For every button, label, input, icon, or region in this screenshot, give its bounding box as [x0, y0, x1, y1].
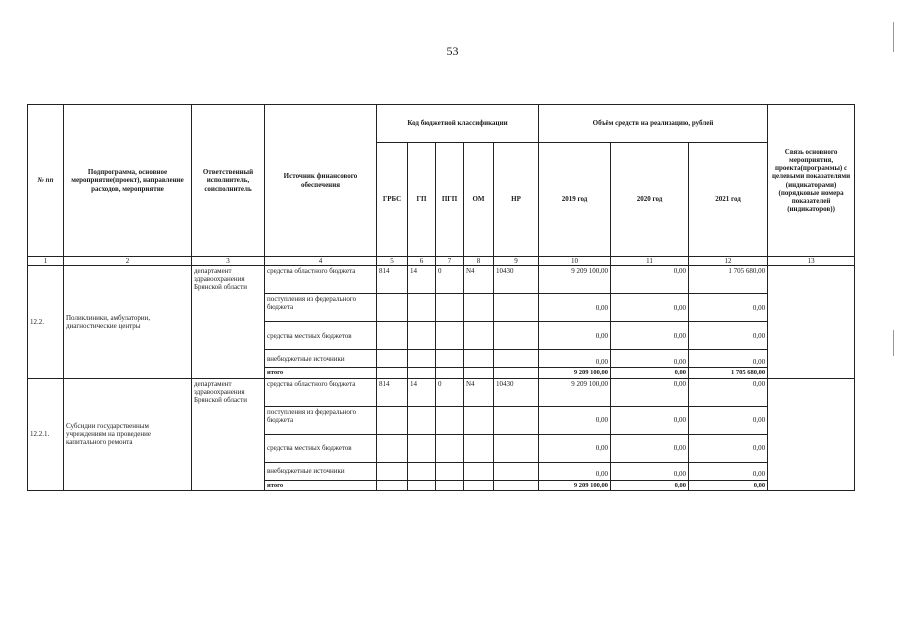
value-2020: 0,00 — [611, 462, 689, 480]
scan-edge-mark — [893, 330, 894, 356]
nr-cell: 10430 — [494, 378, 539, 406]
header-2019: 2019 год — [539, 143, 611, 257]
column-number: 4 — [265, 257, 377, 266]
nr-cell — [494, 294, 539, 322]
total-label: итого — [265, 368, 377, 378]
gp-cell — [408, 322, 436, 350]
gp-cell — [408, 434, 436, 462]
grbs-cell — [377, 322, 408, 350]
gp-cell: 14 — [408, 378, 436, 406]
value-2021: 0,00 — [689, 350, 768, 368]
om-cell — [464, 434, 494, 462]
nr-cell — [494, 434, 539, 462]
table-row — [28, 378, 855, 406]
pgp-cell — [436, 480, 464, 490]
block-executor: департамент здравоохранения Брянской области — [192, 266, 265, 378]
total-2021: 1 705 680,00 — [689, 368, 768, 378]
link-cell — [768, 266, 855, 378]
page-number: 53 — [446, 44, 459, 58]
pgp-cell — [436, 350, 464, 368]
source-cell: средства областного бюджета — [265, 266, 377, 294]
om-cell — [464, 368, 494, 378]
scan-edge-mark — [893, 22, 894, 52]
om-cell — [464, 350, 494, 368]
block-id: 12.2.1. — [28, 378, 64, 490]
block-name: Субсидии государственным учреждениям на проведение капитального ремонта — [64, 378, 192, 490]
value-2021: 0,00 — [689, 434, 768, 462]
header-nr: НР — [494, 143, 539, 257]
value-2020: 0,00 — [611, 266, 689, 294]
column-number: 11 — [611, 257, 689, 266]
nr-cell — [494, 322, 539, 350]
value-2021: 0,00 — [689, 462, 768, 480]
grbs-cell: 814 — [377, 378, 408, 406]
grbs-cell — [377, 480, 408, 490]
gp-cell — [408, 350, 436, 368]
column-number: 13 — [768, 257, 855, 266]
block-id: 12.2. — [28, 266, 64, 378]
gp-cell — [408, 294, 436, 322]
om-cell — [464, 480, 494, 490]
column-number: 9 — [494, 257, 539, 266]
block-executor: департамент здравоохранения Брянской области — [192, 378, 265, 490]
column-number: 1 — [28, 257, 64, 266]
om-cell — [464, 462, 494, 480]
header-budget-code: Код бюджетной классификации — [377, 105, 539, 143]
value-2019: 0,00 — [539, 294, 611, 322]
grbs-cell — [377, 434, 408, 462]
om-cell — [464, 322, 494, 350]
value-2021: 0,00 — [689, 406, 768, 434]
om-cell: N4 — [464, 378, 494, 406]
pgp-cell: 0 — [436, 266, 464, 294]
om-cell — [464, 294, 494, 322]
header-om: ОМ — [464, 143, 494, 257]
grbs-cell — [377, 406, 408, 434]
pgp-cell — [436, 322, 464, 350]
gp-cell — [408, 462, 436, 480]
value-2019: 0,00 — [539, 462, 611, 480]
gp-cell — [408, 480, 436, 490]
nr-cell — [494, 462, 539, 480]
grbs-cell — [377, 350, 408, 368]
nr-cell — [494, 368, 539, 378]
gp-cell: 14 — [408, 266, 436, 294]
value-2019: 0,00 — [539, 322, 611, 350]
pgp-cell — [436, 434, 464, 462]
column-number: 3 — [192, 257, 265, 266]
value-2019: 0,00 — [539, 434, 611, 462]
value-2020: 0,00 — [611, 322, 689, 350]
header-num: № пп — [28, 105, 64, 257]
column-number: 2 — [64, 257, 192, 266]
grbs-cell: 814 — [377, 266, 408, 294]
value-2019: 0,00 — [539, 350, 611, 368]
om-cell: N4 — [464, 266, 494, 294]
total-2020: 0,00 — [611, 480, 689, 490]
pgp-cell — [436, 406, 464, 434]
total-2019: 9 209 100,00 — [539, 480, 611, 490]
column-number-row — [28, 257, 855, 266]
column-number: 12 — [689, 257, 768, 266]
gp-cell — [408, 406, 436, 434]
link-cell — [768, 378, 855, 490]
value-2021: 0,00 — [689, 378, 768, 406]
budget-table — [27, 104, 855, 491]
nr-cell: 10430 — [494, 266, 539, 294]
value-2021: 0,00 — [689, 294, 768, 322]
value-2021: 0,00 — [689, 322, 768, 350]
value-2020: 0,00 — [611, 434, 689, 462]
total-label: итого — [265, 480, 377, 490]
header-link: Связь основного мероприятия, проекта(программы) с целевыми показателями (индикаторами) (порядковые номера показателей (индикаторов)) — [768, 105, 855, 257]
total-2021: 0,00 — [689, 480, 768, 490]
header-2021: 2021 год — [689, 143, 768, 257]
grbs-cell — [377, 462, 408, 480]
total-2019: 9 209 100,00 — [539, 368, 611, 378]
value-2020: 0,00 — [611, 294, 689, 322]
pgp-cell — [436, 462, 464, 480]
block-name: Поликлиники, амбулатории, диагностические центры — [64, 266, 192, 378]
column-number: 5 — [377, 257, 408, 266]
source-cell: средства местных бюджетов — [265, 322, 377, 350]
source-cell: средства областного бюджета — [265, 378, 377, 406]
value-2020: 0,00 — [611, 406, 689, 434]
gp-cell — [408, 368, 436, 378]
column-number: 6 — [408, 257, 436, 266]
nr-cell — [494, 406, 539, 434]
column-number: 8 — [464, 257, 494, 266]
value-2021: 1 705 680,00 — [689, 266, 768, 294]
value-2019: 0,00 — [539, 406, 611, 434]
pgp-cell — [436, 294, 464, 322]
pgp-cell — [436, 368, 464, 378]
header-2020: 2020 год — [611, 143, 689, 257]
value-2019: 9 209 100,00 — [539, 378, 611, 406]
column-number: 10 — [539, 257, 611, 266]
value-2019: 9 209 100,00 — [539, 266, 611, 294]
header-source: Источник финансового обеспечения — [265, 105, 377, 257]
header-program: Подпрограмма, основное мероприятие(проект), направление расходов, мероприятие — [64, 105, 192, 257]
total-2020: 0,00 — [611, 368, 689, 378]
table-row — [28, 266, 855, 294]
pgp-cell: 0 — [436, 378, 464, 406]
column-number: 7 — [436, 257, 464, 266]
header-gp: ГП — [408, 143, 436, 257]
source-cell: поступления из федерального бюджета — [265, 294, 377, 322]
source-cell: внебюджетные источники — [265, 350, 377, 368]
source-cell: средства местных бюджетов — [265, 434, 377, 462]
nr-cell — [494, 350, 539, 368]
value-2020: 0,00 — [611, 378, 689, 406]
grbs-cell — [377, 294, 408, 322]
header-pgp: ПГП — [436, 143, 464, 257]
header-volume: Объём средств на реализацию, рублей — [539, 105, 768, 143]
grbs-cell — [377, 368, 408, 378]
header-executor: Ответственный исполнитель, соисполнитель — [192, 105, 265, 257]
nr-cell — [494, 480, 539, 490]
source-cell: поступления из федерального бюджета — [265, 406, 377, 434]
om-cell — [464, 406, 494, 434]
source-cell: внебюджетные источники — [265, 462, 377, 480]
header-grbs: ГРБС — [377, 143, 408, 257]
value-2020: 0,00 — [611, 350, 689, 368]
